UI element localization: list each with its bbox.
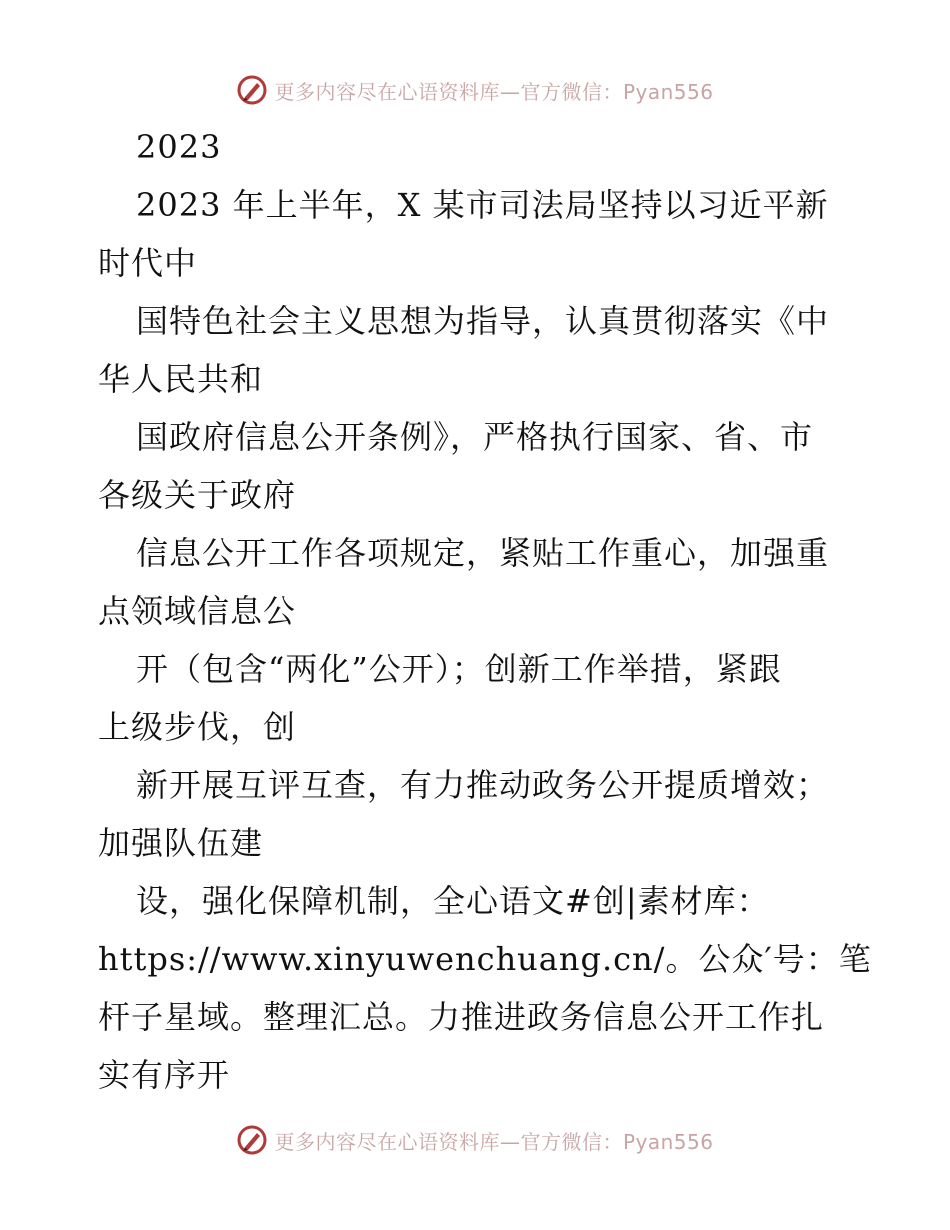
header-watermark [0,70,950,110]
document-body [98,118,872,1104]
watermark-text: 更多内容尽在心语资料库—官方微信：Pyan556 [274,79,714,104]
text-line: https://www.xinyuwenchuang.cn/。公众′号：笔 [98,940,872,978]
text-line: 开（包含“两化”公开）；创新工作举措，紧跟 [136,650,782,688]
text-line: 国政府信息公开条例》，严格执行国家、省、市 [136,418,814,456]
text-line: 2023 [136,128,222,166]
text-line: 杆子星域。整理汇总。力推进政务信息公开工作扎 [98,998,825,1036]
text-line: 信息公开工作各项规定，紧贴工作重心，加强重 [136,534,830,572]
text-line: 2023 年上半年，X 某市司法局坚持以习近平新 [136,186,829,224]
text-line: 设，强化保障机制，全心语文#创|素材库： [136,882,770,920]
text-line: 新开展互评互查，有力推动政务公开提质增效； [136,766,830,804]
text-line: 华人民共和 [98,360,264,398]
text-line: 实有序开 [98,1056,231,1094]
text-line: 加强队伍建 [98,824,264,862]
pen-seal-icon [236,1124,268,1156]
text-line: 各级关于政府 [98,476,297,514]
text-line: 点领域信息公 [98,592,297,630]
watermark-text: 更多内容尽在心语资料库—官方微信：Pyan556 [274,1129,714,1154]
pen-seal-icon [236,74,268,106]
text-line: 时代中 [98,244,198,282]
footer-watermark [0,1120,950,1160]
text-line: 国特色社会主义思想为指导，认真贯彻落实《中 [136,302,830,340]
text-line: 上级步伐，创 [98,708,297,746]
